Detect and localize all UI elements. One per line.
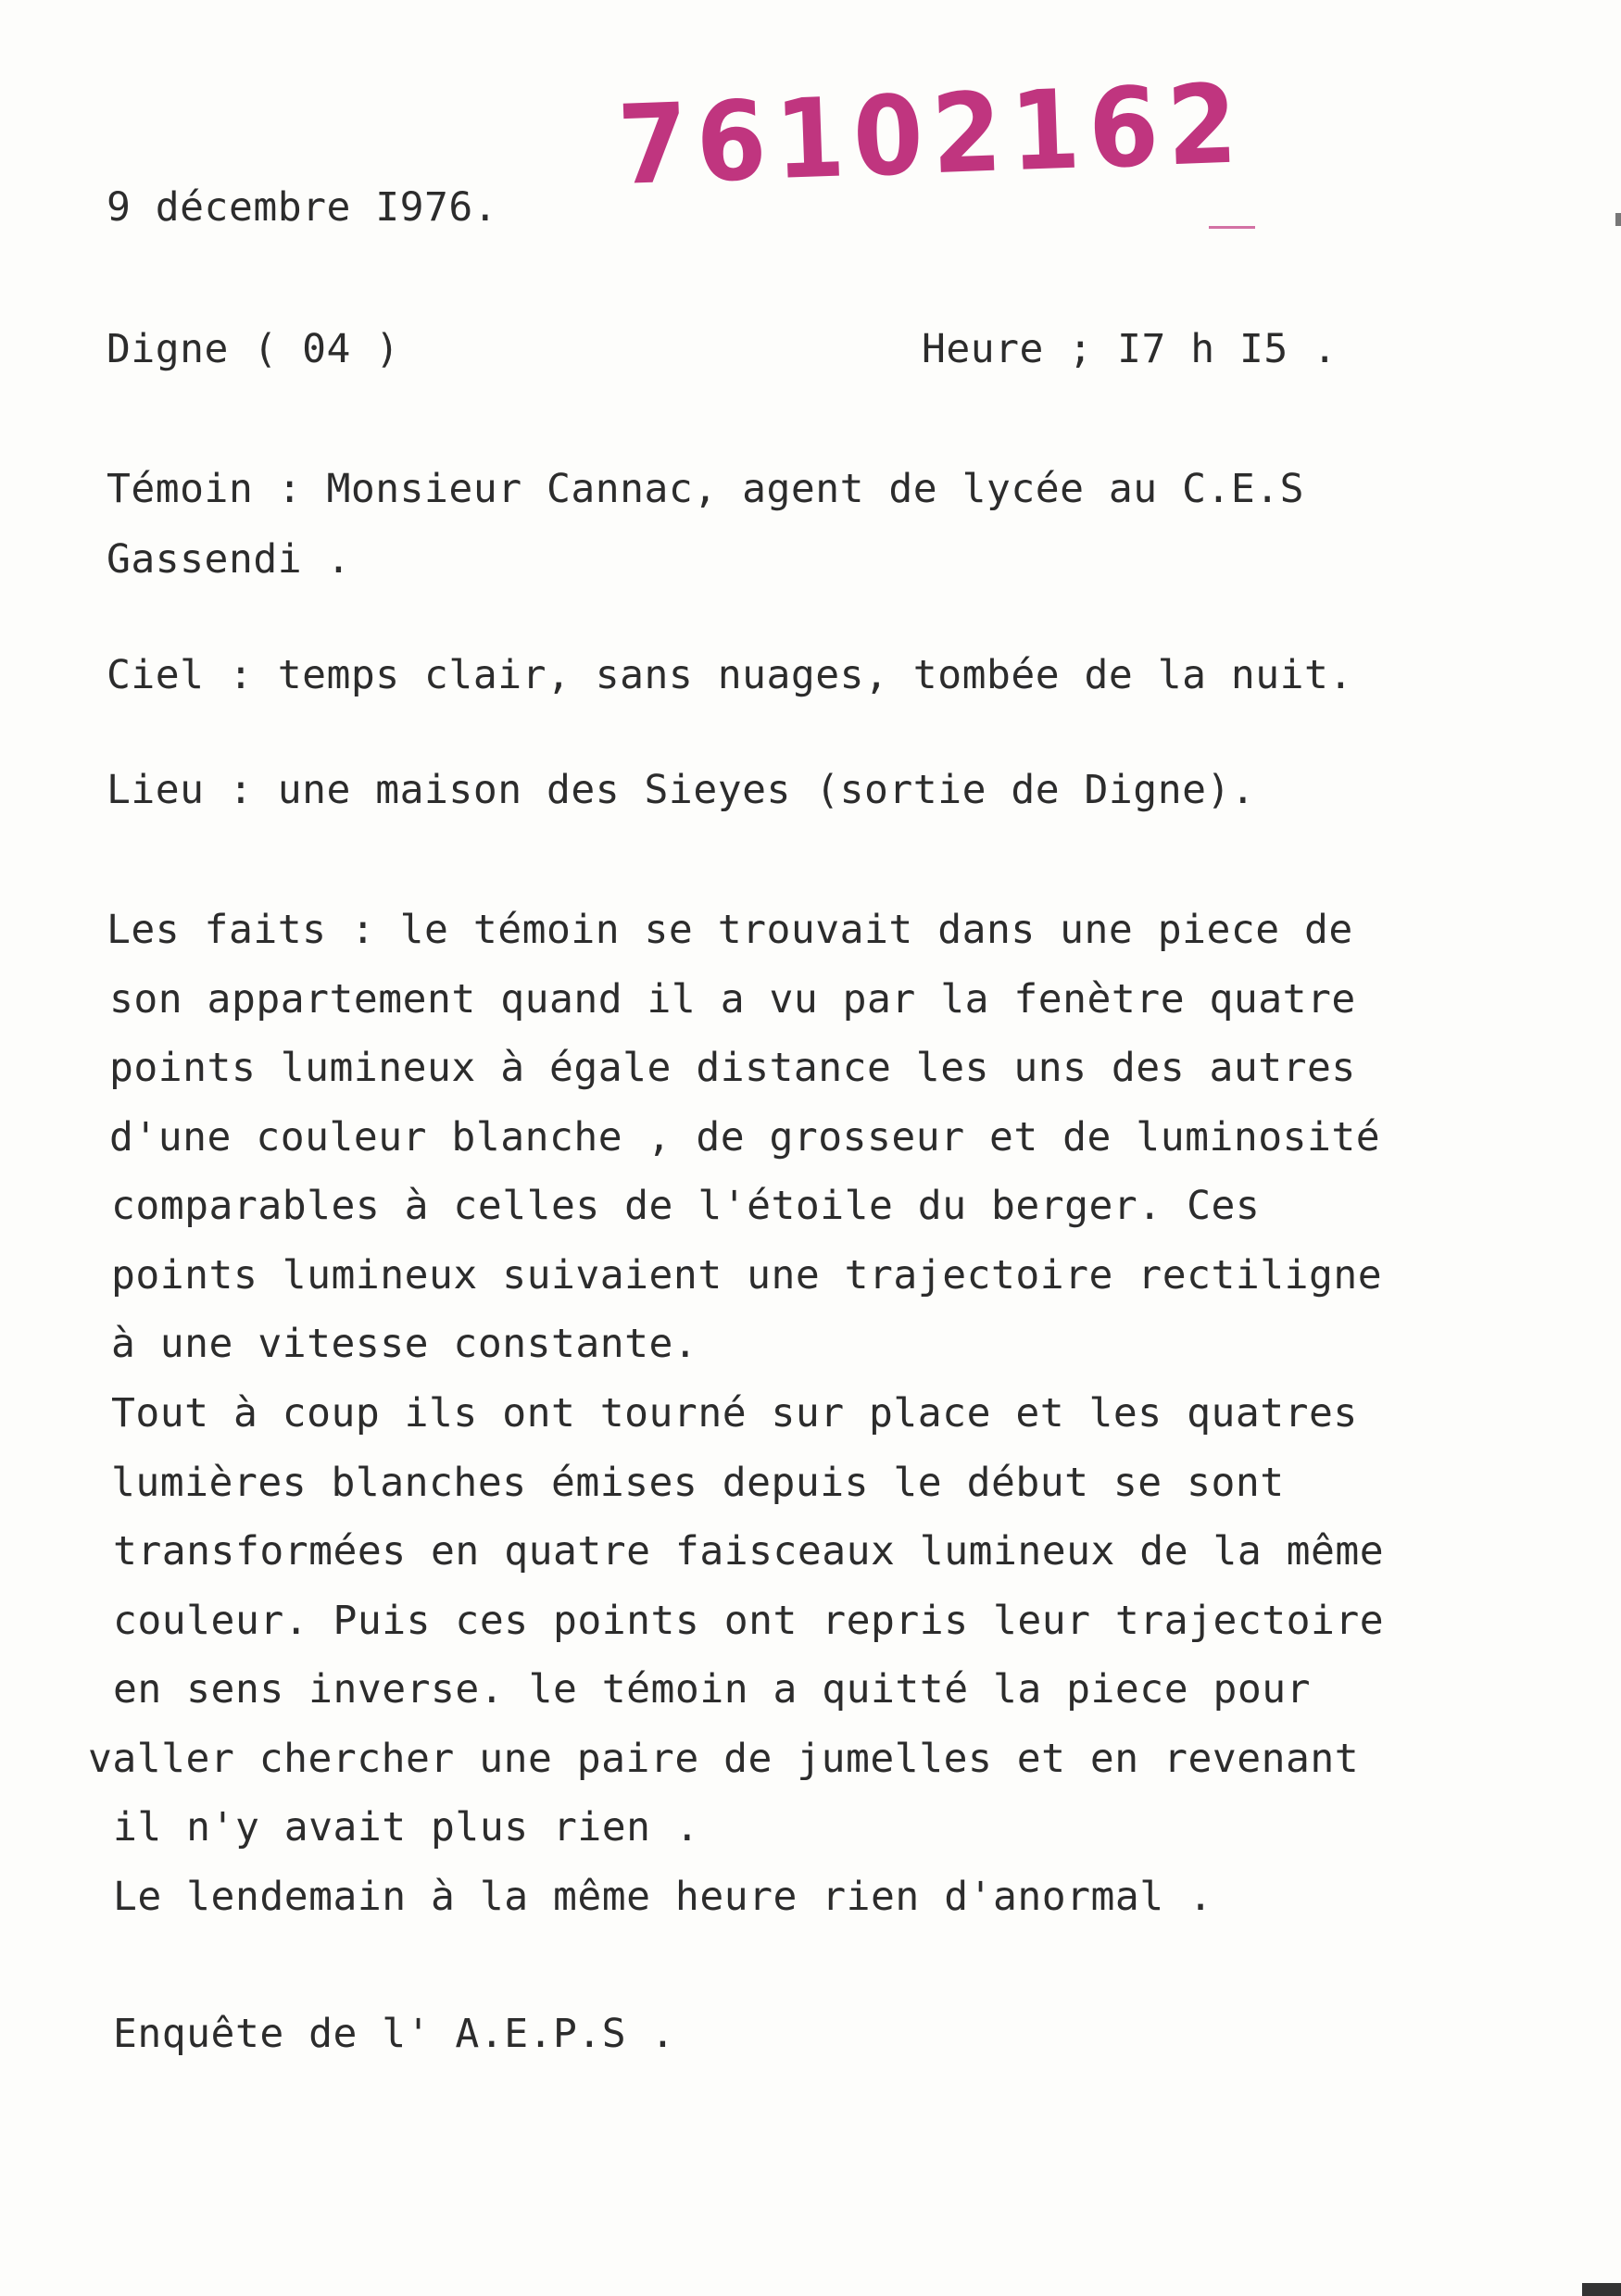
witness-line-2: Gassendi . (107, 536, 351, 583)
facts-line: valler chercher une paire de jumelles et en revenant (88, 1736, 1360, 1782)
sky-conditions: Ciel : temps clair, sans nuages, tombée de la nuit. (107, 652, 1353, 698)
facts-line: d'une couleur blanche , de grosseur et de luminosité (109, 1114, 1381, 1161)
witness-line-1: Témoin : Monsieur Cannac, agent de lycée au C.E.S (107, 466, 1305, 512)
facts-line: son appartement quand il a vu par la fenètre quatre (109, 976, 1356, 1023)
facts-line: à une vitesse constante. (111, 1321, 698, 1367)
facts-line: il n'y avait plus rien . (113, 1804, 700, 1851)
reference-number-stamp: 76102162 (615, 59, 1248, 209)
facts-line: Le lendemain à la même heure rien d'anormal . (113, 1874, 1213, 1920)
report-time: Heure ; I7 h I5 . (922, 326, 1338, 372)
investigation-credit: Enquête de l' A.E.P.S . (113, 2011, 675, 2057)
facts-line: lumières blanches émises depuis le début se sont (111, 1460, 1285, 1506)
report-place: Digne ( 04 ) (107, 326, 400, 372)
location-line: Lieu : une maison des Sieyes (sortie de Digne). (107, 767, 1256, 813)
facts-line: points lumineux à égale distance les uns des autres (109, 1045, 1356, 1091)
scan-corner-mark (1582, 2283, 1621, 2296)
stamp-underline (1209, 226, 1255, 229)
facts-line: comparables à celles de l'étoile du berger. Ces (111, 1183, 1261, 1229)
scan-edge-mark (1615, 213, 1621, 226)
facts-line: couleur. Puis ces points ont repris leur trajectoire (113, 1598, 1385, 1644)
facts-line: en sens inverse. le témoin a quitté la piece pour (113, 1666, 1312, 1713)
facts-line: points lumineux suivaient une trajectoire rectiligne (111, 1252, 1383, 1299)
facts-line: Les faits : le témoin se trouvait dans une piece de (107, 907, 1353, 953)
report-date: 9 décembre I976. (107, 184, 498, 231)
facts-line: transformées en quatre faisceaux lumineux de la même (113, 1528, 1385, 1575)
facts-line: Tout à coup ils ont tourné sur place et les quatres (111, 1390, 1358, 1437)
